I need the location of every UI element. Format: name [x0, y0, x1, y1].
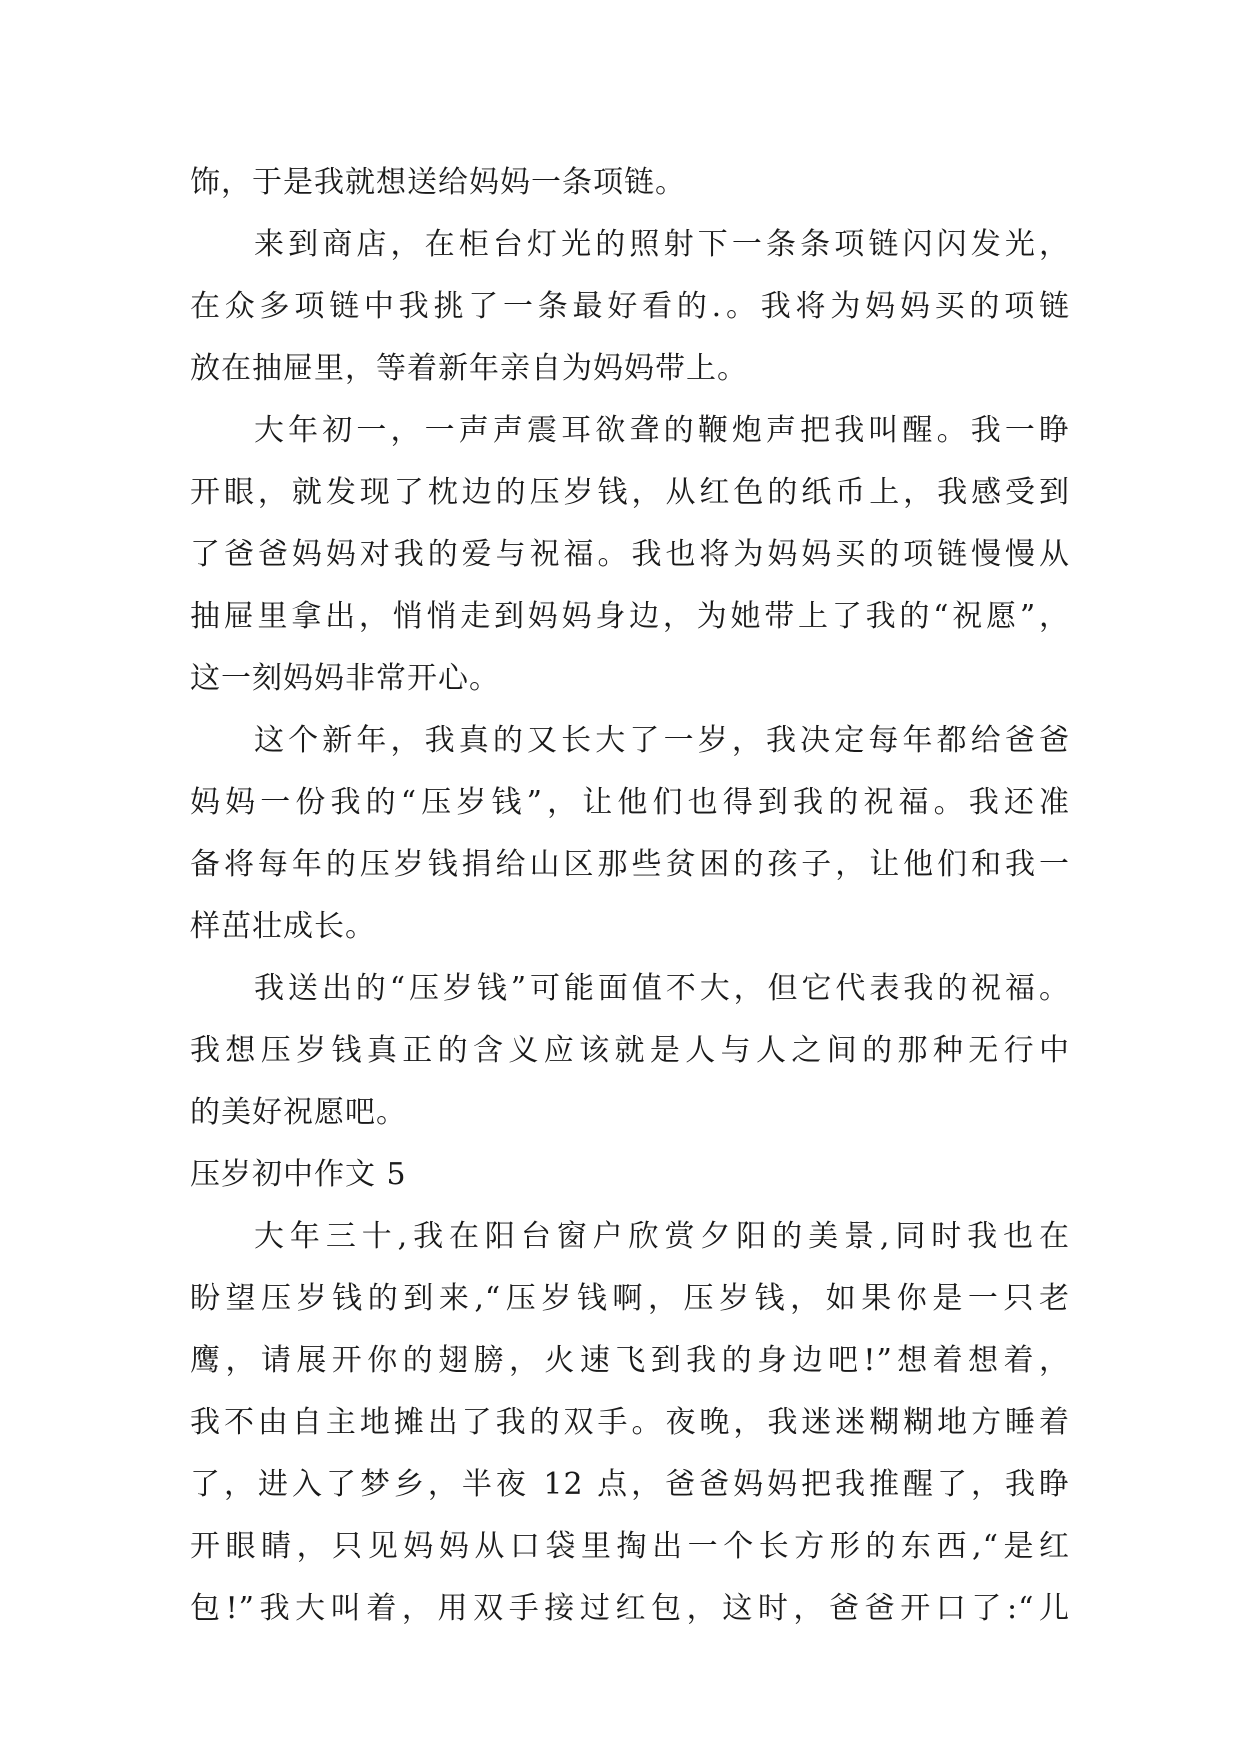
text-line: 备将每年的压岁钱捐给山区那些贫困的孩子，让他们和我一 — [190, 847, 1070, 882]
text-line: 包!”我大叫着，用双手接过红包，这时，爸爸开口了:“儿 — [190, 1591, 1070, 1626]
text-line: 妈妈一份我的“压岁钱”，让他们也得到我的祝福。我还准 — [190, 785, 1070, 820]
text-line: 开眼睛，只见妈妈从口袋里掏出一个长方形的东西,“是红 — [190, 1529, 1070, 1564]
text-line: 的美好祝愿吧。 — [190, 1095, 407, 1130]
text-line: 大年初一，一声声震耳欲聋的鞭炮声把我叫醒。我一睁 — [254, 413, 1070, 448]
text-line: 样茁壮成长。 — [190, 909, 376, 944]
body-text — [190, 152, 1070, 1640]
text-line: 我想压岁钱真正的含义应该就是人与人之间的那种无行中 — [190, 1033, 1070, 1068]
text-line: 大年三十,我在阳台窗户欣赏夕阳的美景,同时我也在 — [254, 1219, 1070, 1254]
text-line: 在众多项链中我挑了一条最好看的.。我将为妈妈买的项链 — [190, 289, 1070, 324]
text-line: 我送出的“压岁钱”可能面值不大，但它代表我的祝福。 — [254, 971, 1070, 1006]
text-line: 盼望压岁钱的到来,“压岁钱啊，压岁钱，如果你是一只老 — [190, 1281, 1070, 1316]
text-line: 饰，于是我就想送给妈妈一条项链。 — [190, 165, 686, 200]
text-line: 这一刻妈妈非常开心。 — [190, 661, 500, 696]
text-line: 压岁初中作文 5 — [190, 1157, 407, 1192]
text-line: 了爸爸妈妈对我的爱与祝福。我也将为妈妈买的项链慢慢从 — [190, 537, 1070, 572]
text-line: 来到商店，在柜台灯光的照射下一条条项链闪闪发光， — [254, 227, 1070, 262]
text-line: 鹰，请展开你的翅膀，火速飞到我的身边吧!”想着想着， — [190, 1343, 1070, 1378]
text-line: 抽屉里拿出，悄悄走到妈妈身边，为她带上了我的“祝愿”， — [190, 599, 1070, 634]
text-line: 我不由自主地摊出了我的双手。夜晚，我迷迷糊糊地方睡着 — [190, 1405, 1070, 1440]
text-line: 放在抽屉里，等着新年亲自为妈妈带上。 — [190, 351, 748, 386]
text-line: 这个新年，我真的又长大了一岁，我决定每年都给爸爸 — [254, 723, 1070, 758]
text-line: 开眼，就发现了枕边的压岁钱，从红色的纸币上，我感受到 — [190, 475, 1070, 510]
text-line: 了，进入了梦乡，半夜 12 点，爸爸妈妈把我推醒了，我睁 — [190, 1467, 1070, 1502]
